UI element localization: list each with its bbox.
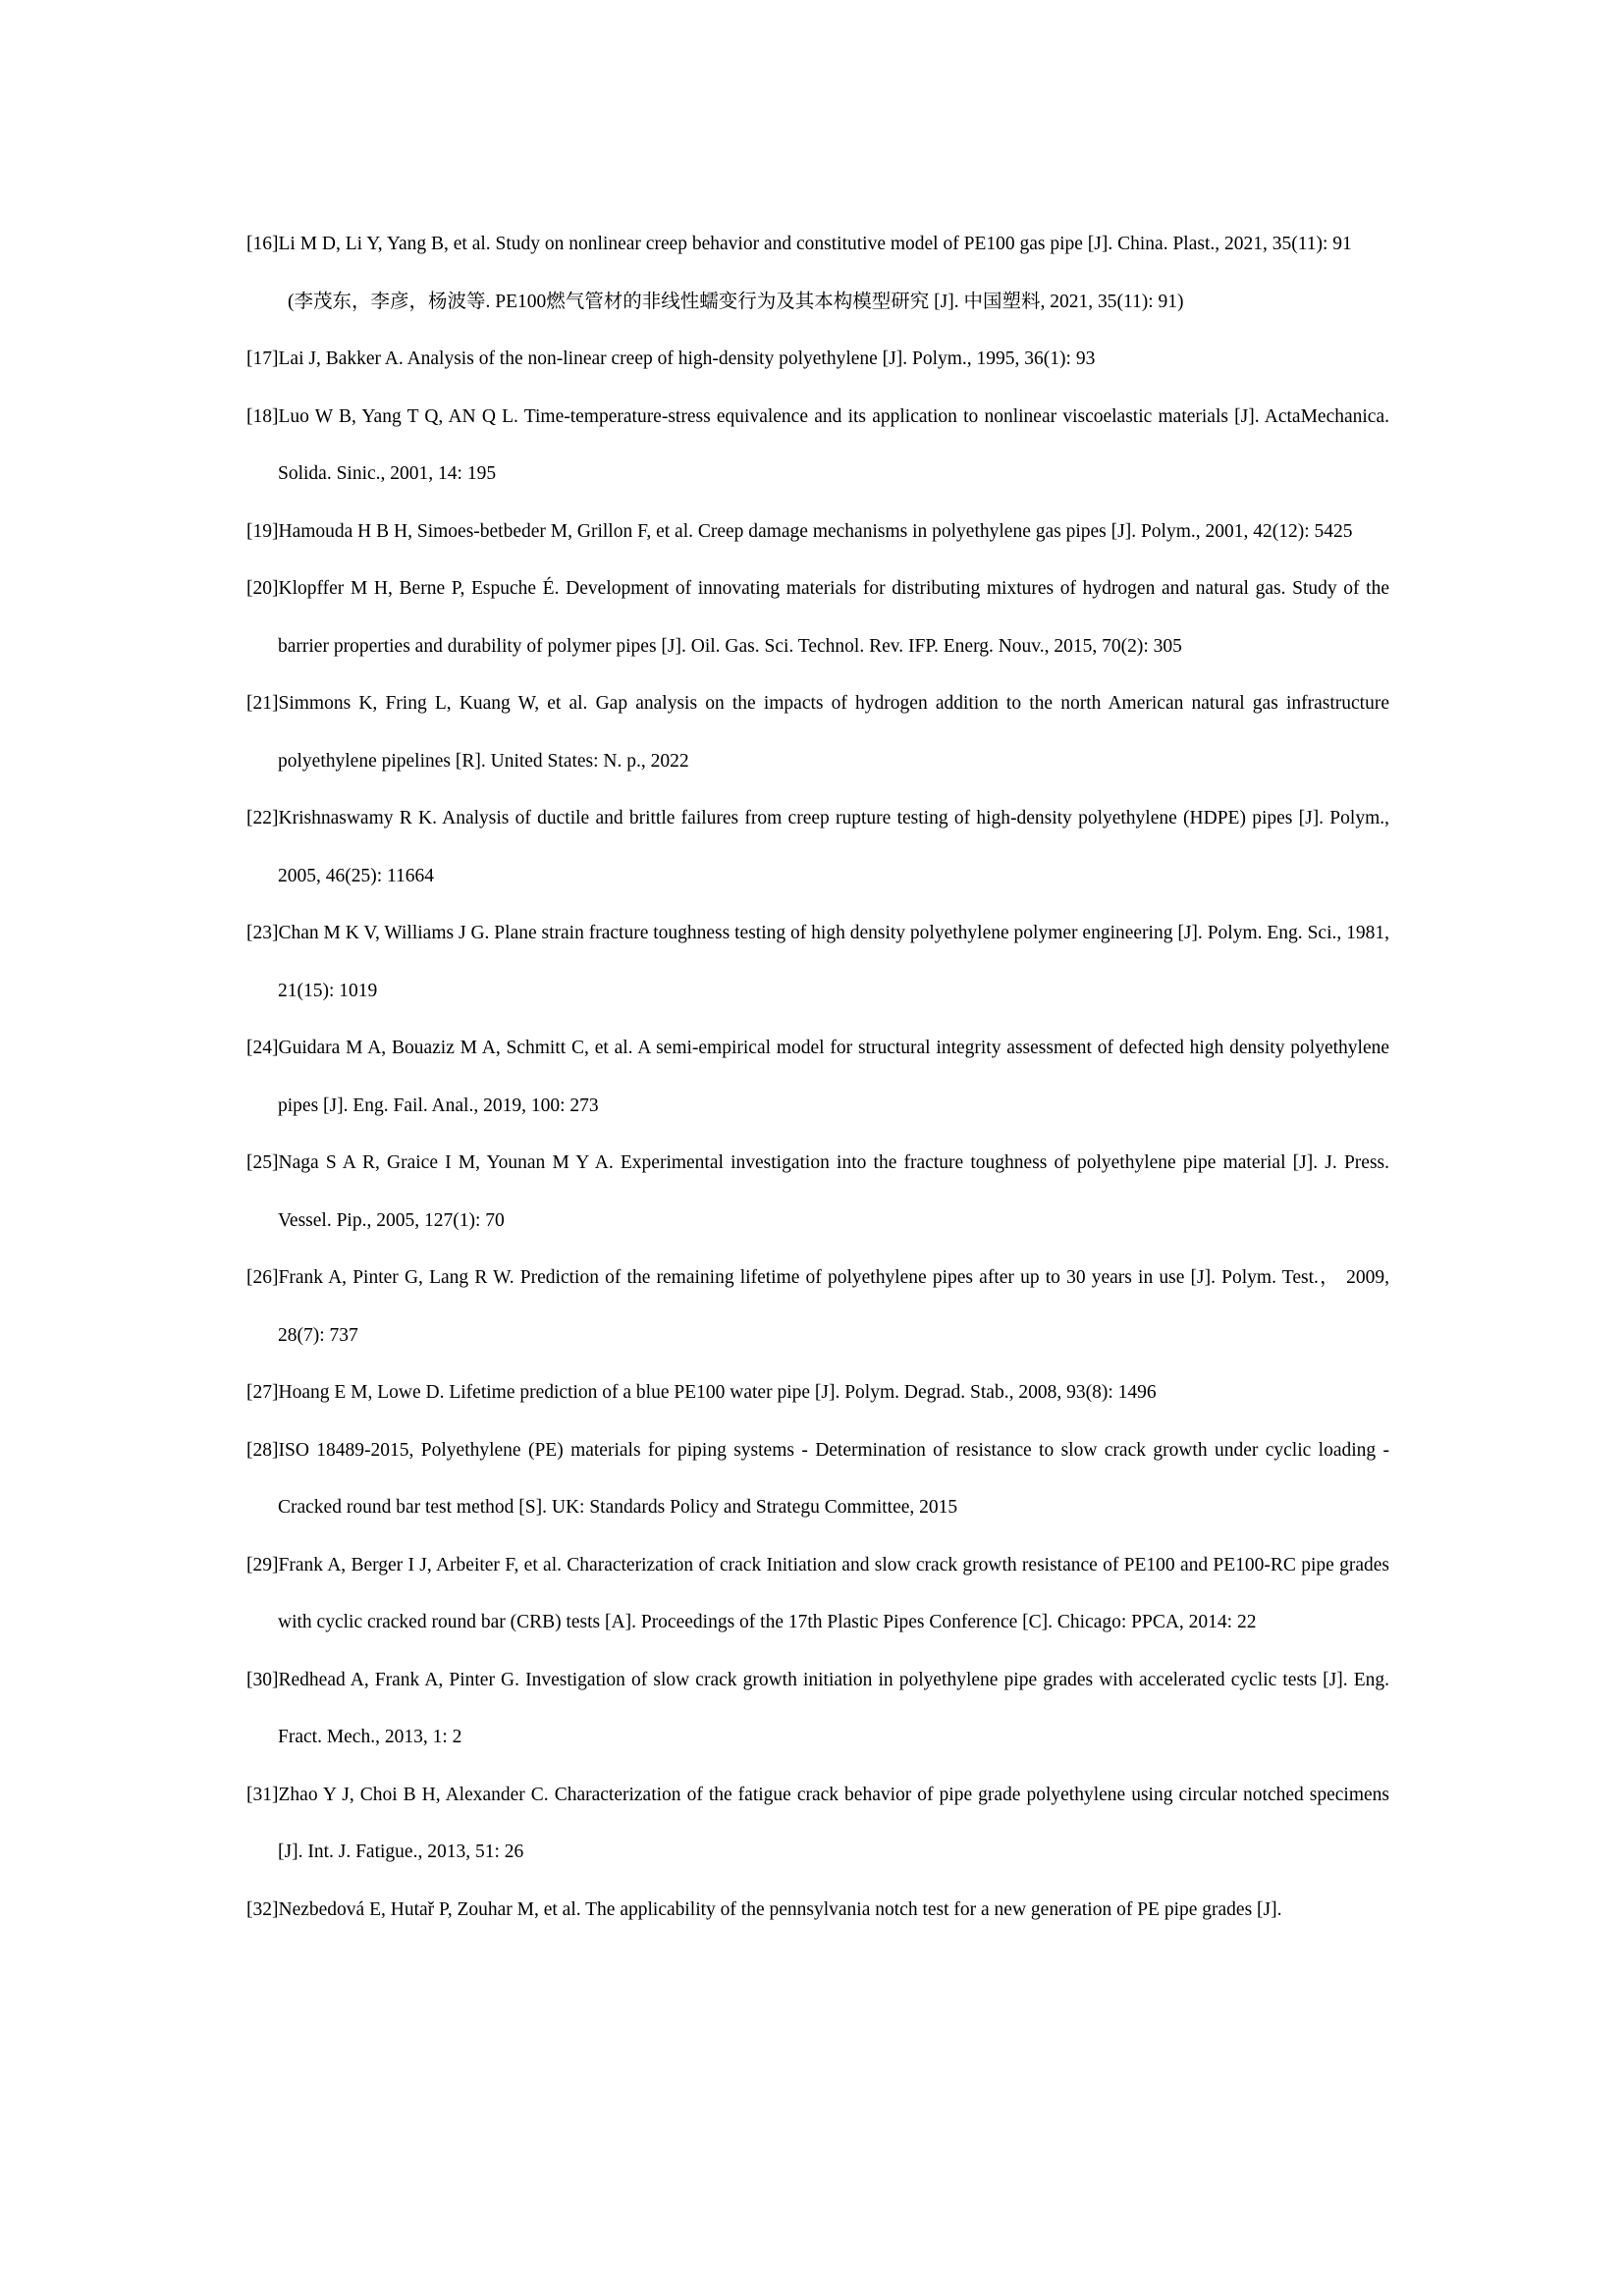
reference-number: [25] (246, 1152, 279, 1173)
reference-number: [20] (246, 578, 279, 599)
reference-16 (246, 216, 1389, 274)
reference-text: Hoang E M, Lowe D. Lifetime prediction of a blue PE100 water pipe [J]. Polym. Degrad. Stab., 2008, 93(8): 1496 (278, 1382, 1157, 1403)
reference-number: [22] (246, 808, 279, 828)
reference-text: Chan M K V, Williams J G. Plane strain fracture toughness testing of high density polyethylene polymer engineering [J]. Polym. Eng. Sci., 1981, 21(15): 1019 (278, 923, 1389, 1001)
reference-number: [21] (246, 693, 279, 714)
reference-number: [24] (246, 1038, 279, 1058)
reference-text: Nezbedová E, Hutař P, Zouhar M, et al. The applicability of the pennsylvania notch test for a new generation of PE pipe grades [J]. (278, 1898, 1282, 1920)
reference-number: [19] (246, 520, 279, 542)
reference-text: Hamouda H B H, Simoes-betbeder M, Grillon F, et al. Creep damage mechanisms in polyethylene gas pipes [J]. Polym., 2001, 42(12): 5425 (278, 520, 1353, 542)
reference-text: Klopffer M H, Berne P, Espuche É. Development of innovating materials for distributing mixtures of hydrogen and natural gas. Study of the barrier properties and durability of polymer pipes [J]. Oil. Gas. Sci. Technol. Rev. IFP. Energ. Nouv., 2015, 70(2): 305 (278, 578, 1389, 657)
reference-text: Simmons K, Fring L, Kuang W, et al. Gap analysis on the impacts of hydrogen addition to the north American natural gas infrastructure polyethylene pipelines [R]. United States: N. p., 2022 (278, 693, 1389, 772)
reference-number: [26] (246, 1267, 279, 1288)
reference-32 (246, 1882, 1389, 1940)
reference-30 (246, 1652, 1389, 1767)
reference-16-chinese-note: (李茂东，李彦，杨波等. PE100燃气管材的非线性蠕变行为及其本构模型研究 [J]. 中国塑料, 2021, 35(11): 91) (288, 291, 1184, 312)
reference-text: Naga S A R, Graice I M, Younan M Y A. Experimental investigation into the fracture toughness of polyethylene pipe material [J]. J. Press. Vessel. Pip., 2005, 127(1): 70 (278, 1152, 1389, 1231)
reference-text: Frank A, Berger I J, Arbeiter F, et al. Characterization of crack Initiation and slow crack growth resistance of PE100 and PE100-RC pipe grades with cyclic cracked round bar (CRB) tests [A]. Proceedings of the 17th Plastic Pipes Conference [C]. Chicago: PPCA, 2014: 22 (278, 1554, 1389, 1632)
reference-number: [29] (246, 1554, 279, 1575)
reference-number: [31] (246, 1784, 279, 1805)
reference-text: Zhao Y J, Choi B H, Alexander C. Characterization of the fatigue crack behavior of pipe grade polyethylene using circular notched specimens [J]. Int. J. Fatigue., 2013, 51: 26 (278, 1784, 1389, 1862)
reference-23 (246, 905, 1389, 1020)
reference-number: [32] (246, 1898, 279, 1920)
reference-text: Li M D, Li Y, Yang B, et al. Study on nonlinear creep behavior and constitutive model of PE100 gas pipe [J]. China. Plast., 2021, 35(11): 91 (278, 234, 1352, 254)
reference-24 (246, 1020, 1389, 1135)
reference-text: Redhead A, Frank A, Pinter G. Investigation of slow crack growth initiation in polyethylene pipe grades with accelerated cyclic tests [J]. Eng. Fract. Mech., 2013, 1: 2 (278, 1669, 1389, 1747)
reference-number: [17] (246, 348, 279, 369)
reference-17 (246, 331, 1389, 389)
reference-28 (246, 1422, 1389, 1537)
reference-number: [18] (246, 405, 279, 427)
reference-20 (246, 561, 1389, 675)
reference-26 (246, 1250, 1389, 1364)
reference-29 (246, 1537, 1389, 1652)
reference-25 (246, 1135, 1389, 1250)
reference-18 (246, 389, 1389, 504)
reference-number: [16] (246, 234, 279, 254)
reference-number: [30] (246, 1669, 279, 1690)
reference-text: Guidara M A, Bouaziz M A, Schmitt C, et al. A semi-empirical model for structural integrity assessment of defected high density polyethylene pipes [J]. Eng. Fail. Anal., 2019, 100: 273 (278, 1038, 1389, 1116)
reference-list (246, 216, 1389, 1939)
reference-22 (246, 790, 1389, 905)
reference-text: Luo W B, Yang T Q, AN Q L. Time-temperature-stress equivalence and its application to nonlinear viscoelastic materials [J]. ActaMechanica. Solida. Sinic., 2001, 14: 195 (278, 405, 1389, 484)
reference-21 (246, 675, 1389, 790)
reference-31 (246, 1767, 1389, 1882)
reference-text: Lai J, Bakker A. Analysis of the non-linear creep of high-density polyethylene [J]. Polym., 1995, 36(1): 93 (278, 348, 1096, 369)
reference-19 (246, 504, 1389, 561)
reference-text: ISO 18489-2015, Polyethylene (PE) materials for piping systems - Determination of resistance to slow crack growth under cyclic loading - Cracked round bar test method [S]. UK: Standards Policy and Strategu Committee, 2015 (278, 1439, 1389, 1518)
reference-text: Krishnaswamy R K. Analysis of ductile and brittle failures from creep rupture testing of high-density polyethylene (HDPE) pipes [J]. Polym., 2005, 46(25): 11664 (278, 808, 1389, 886)
reference-number: [23] (246, 923, 279, 943)
reference-27 (246, 1364, 1389, 1422)
reference-number: [27] (246, 1382, 279, 1403)
reference-text: Frank A, Pinter G, Lang R W. Prediction of the remaining lifetime of polyethylene pipes after up to 30 years in use [J]. Polym. Test.， 2009, 28(7): 737 (278, 1267, 1389, 1346)
reference-number: [28] (246, 1439, 279, 1461)
